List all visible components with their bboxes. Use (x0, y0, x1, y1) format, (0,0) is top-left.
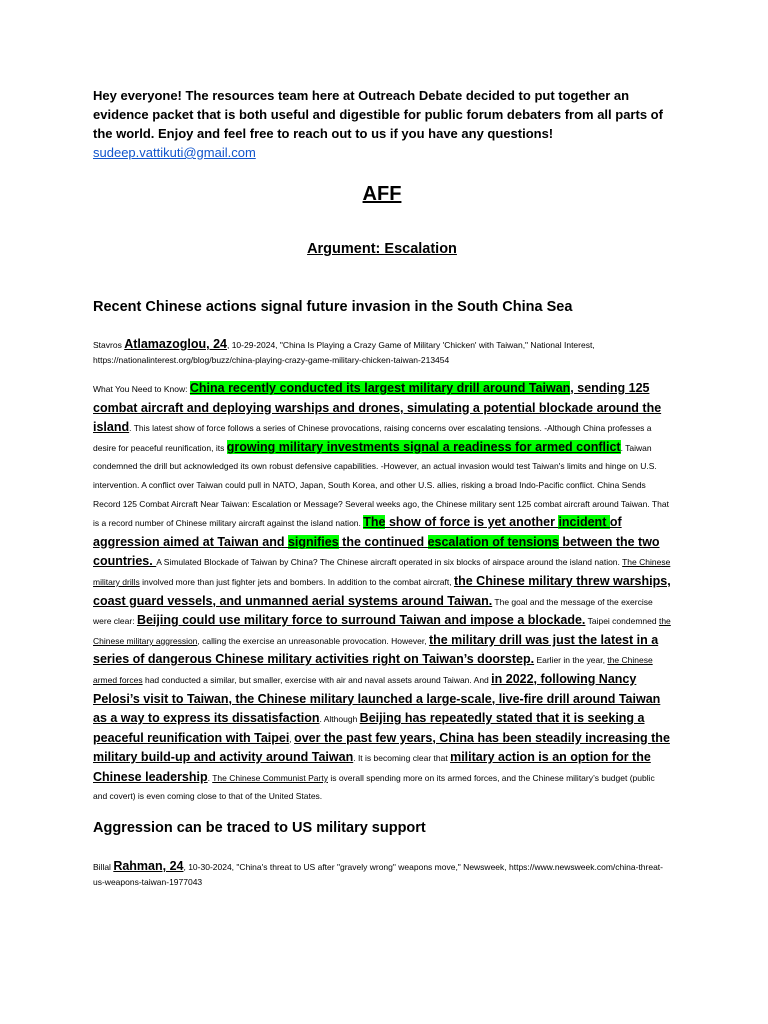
small-text: A Simulated Blockade of Taiwan by China? The Chinese aircraft operated in six blocks of airspace around the island nation. (156, 557, 623, 568)
small-text: . Taiwan condemned the drill but acknowledged its own robust defensive capabilities. -However, an actual invasion would test Taiwan's limits and hinge on U.S. intervention. A conflict over Taiwan could pull in NATO, Japan, South Korea, and other U.S. allies, risking a broad Indo-Pacific conflict. China Sends Record 125 Combat Aircraft Near Taiwan: Escalation or Message? Several weeks ago, the Chinese military sent 125 combat aircraft around Taiwan. That is a record number of Chinese military aircraft against the island nation. (93, 442, 669, 529)
highlighted-text: China recently conducted its largest military drill around Taiwan (189, 381, 571, 395)
highlighted-text: growing military investments signal a readiness for armed conflict (226, 439, 621, 454)
highlighted-text: escalation of tensions (427, 534, 559, 549)
underlined-text: the Chinese military aggression (93, 616, 671, 646)
underlined-text: The Chinese Communist Party (212, 772, 328, 783)
small-text: . Although (319, 714, 360, 725)
read-text: show of force is yet another (385, 515, 559, 530)
card-tag: Aggression can be traced to US military support (93, 820, 426, 836)
document-page (93, 86, 671, 887)
small-text: , (289, 733, 295, 744)
read-text: Beijing could use military force to surround Taiwan and impose a blockade. (136, 613, 586, 628)
intro-text: Hey everyone! The resources team here at Outreach Debate decided to put together an evidence packet that is both useful and digestible for public forum debaters from all parts of the world. Enjoy and feel free to reach out to us if you have any questions! (93, 88, 663, 141)
cite-author: Rahman, 24 (113, 859, 184, 873)
contact-email-link[interactable]: sudeep.vattikuti@gmail.com (93, 145, 256, 160)
cite-details: , 10-30-2024, "China's threat to US after "gravely wrong" weapons move," Newsweek, https://www.newsweek.com/china-threat-us-weapons-taiwan-1977043 (93, 862, 664, 887)
read-text: the military drill was just the latest in a series of dangerous Chinese military activities right on Taiwan’s doorstep. (93, 632, 659, 667)
argument-heading: Argument: Escalation (307, 241, 457, 257)
card-citation (93, 859, 671, 890)
read-text: in 2022, following Nancy Pelosi’s visit to Taiwan, the Chinese military launched a large-scale, live-fire drill around Taiwan as a way to express its dissatisfaction (93, 671, 661, 726)
cite-first-name: Stavros (93, 340, 125, 350)
read-text: between the two countries. (93, 534, 660, 569)
small-text: The goal and the message of the exercise were clear: (93, 596, 653, 627)
highlighted-text: signifies (287, 534, 339, 549)
small-text: What You Need to Know: (93, 384, 190, 394)
read-text: , sending 125 combat aircraft and deploying warships and drones, simulating a potential blockade around the island (93, 381, 662, 435)
card-body (93, 379, 671, 806)
small-text: had conducted a similar, but smaller, exercise with air and naval assets around Taiwan. And (142, 674, 492, 685)
small-text: Earlier in the year, (534, 655, 608, 666)
cite-first-name: Billal (93, 862, 114, 872)
read-text: Beijing has repeatedly stated that it is seeking a peaceful reunification with Taipei (93, 711, 645, 745)
cite-author: Atlamazoglou, 24 (124, 337, 227, 351)
underlined-text: the Chinese armed forces (93, 655, 653, 685)
small-text: . (207, 772, 213, 783)
small-text: Taipei condemned (585, 616, 659, 627)
small-text: is overall spending more on its armed forces, and the Chinese military’s budget (public and covert) is even coming close to that of the United States. (93, 772, 655, 802)
card-tag: Recent Chinese actions signal future invasion in the South China Sea (93, 299, 573, 315)
read-text: over the past few years, China has been steadily increasing the military build-up and activity around Taiwan (93, 730, 670, 765)
highlighted-text: incident (558, 515, 610, 530)
read-text: the continued (338, 534, 428, 549)
read-text: the Chinese military threw warships, coast guard vessels, and unmanned aerial systems around Taiwan. (93, 573, 671, 608)
card-citation (93, 337, 671, 368)
small-text: involved more than just fighter jets and bombers. In addition to the combat aircraft, (139, 576, 454, 587)
read-text: military action is an option for the Chinese leadership (93, 750, 651, 784)
small-text: , calling the exercise an unreasonable provocation. However, (197, 635, 429, 646)
small-text: . This latest show of force follows a series of Chinese provocations, raising concerns over escalating tensions. -Although China professes a desire for peaceful reunification, its (93, 423, 652, 453)
cite-details: , 10-29-2024, "China Is Playing a Crazy Game of Military 'Chicken' with Taiwan," National Interest, https://nationalinterest.org/blog/buzz/china-playing-crazy-game-military-chicken-taiwan-213454 (93, 340, 595, 365)
read-text: of aggression aimed at Taiwan and (93, 515, 622, 549)
small-text: . It is becoming clear that (353, 753, 451, 764)
intro-paragraph (93, 86, 671, 162)
underlined-text: The Chinese military drills (93, 557, 671, 587)
highlighted-text: The (363, 515, 386, 530)
side-heading: AFF (362, 183, 402, 205)
